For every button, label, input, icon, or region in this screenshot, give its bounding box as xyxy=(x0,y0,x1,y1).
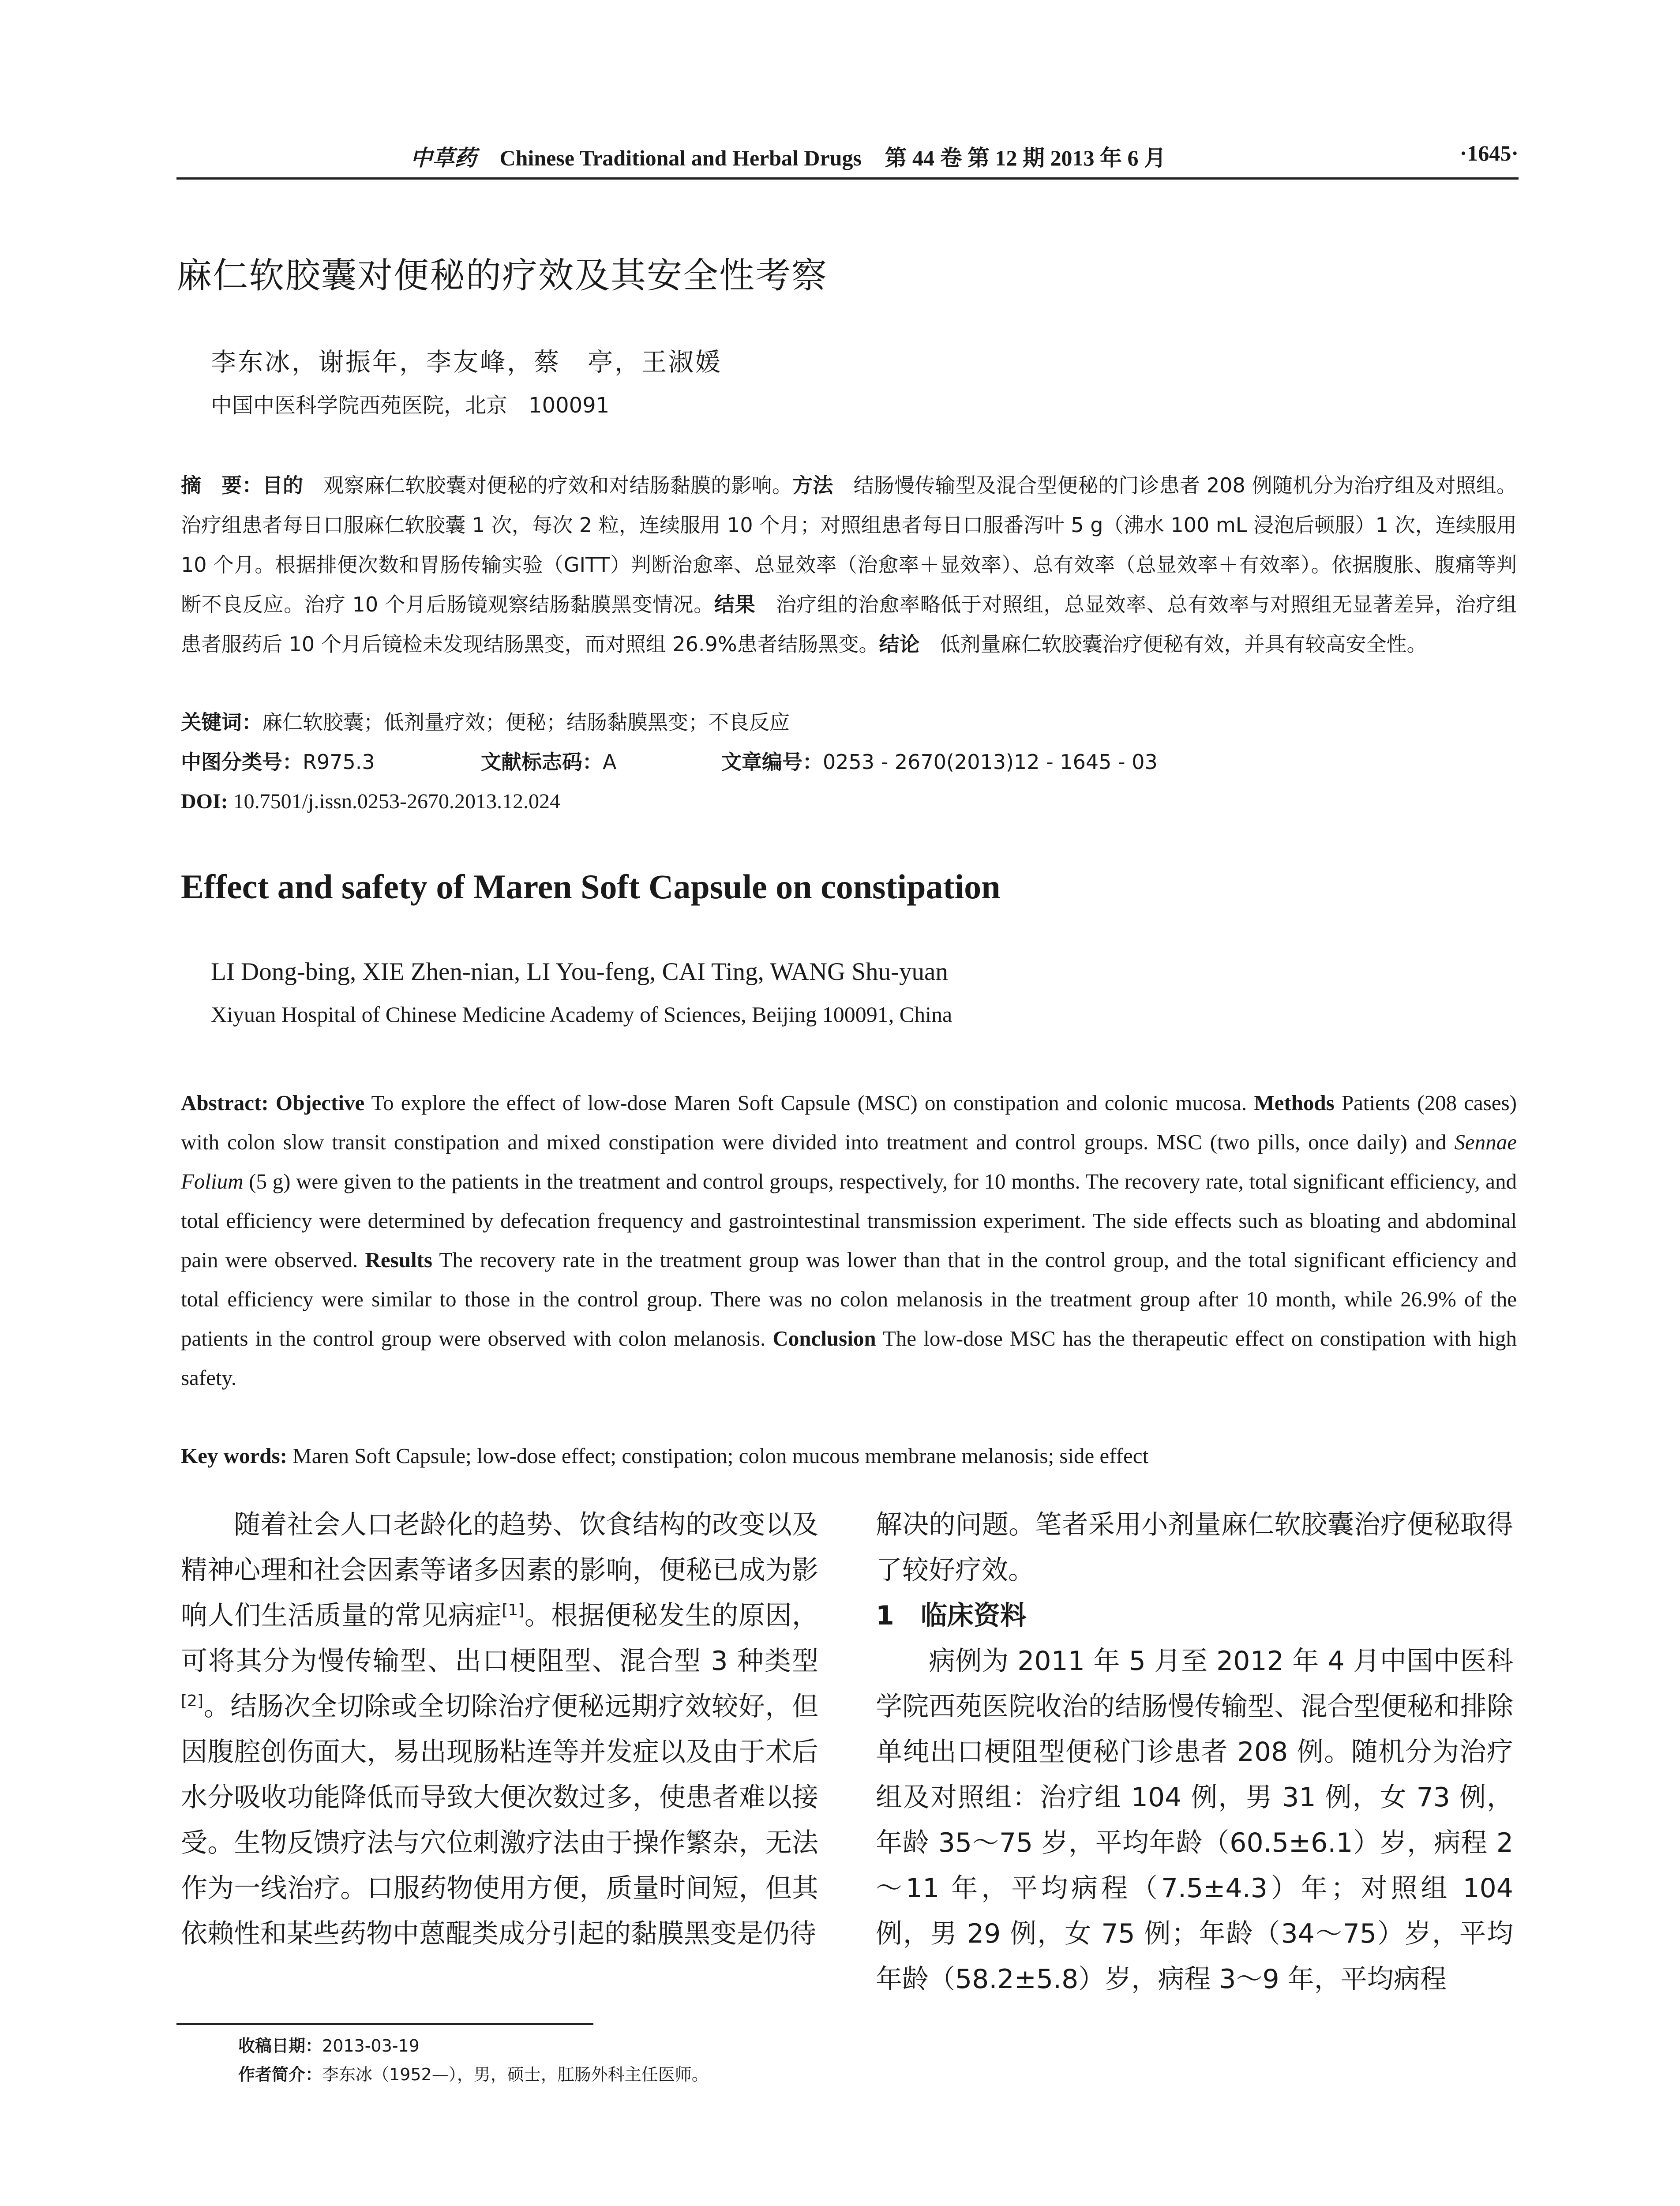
en-methods-a: Patients (208 cases) with colon slow transit constipation and mixed constipation were divided into treatment and control groups. MSC (two pills, once daily) and xyxy=(181,1091,1517,1154)
body-paragraph xyxy=(181,1502,818,1957)
en-abstract xyxy=(181,1083,1517,1397)
journal-name-cn: 中草药 xyxy=(410,145,476,171)
clc-item xyxy=(181,742,375,782)
body-paragraph: 病例为 2011 年 5 月至 2012 年 4 月中国中医科学院西苑医院收治的结肠慢传输型、混合型便秘和排除单纯出口梗阻型便秘门诊患者 208 例。随机分为治疗组及对照组：治疗组 104 例，男 31 例，女 73 例，年龄 35～75 岁，平均年龄（60.5±6.1）岁，病程 2～11 年，平均病程（7.5±4.3）年；对照组 104 例，男 29 例，女 75 例；年龄（34～75）岁，平均年龄（58.2±5.8）岁，病程 3～9 年，平均病程 xyxy=(876,1646,1513,1995)
cn-conclusion-label: 结论 xyxy=(879,632,920,656)
page-number: ·1645· xyxy=(1459,141,1519,165)
cn-keywords xyxy=(181,702,1517,742)
en-conclusion-label: Conclusion xyxy=(772,1326,876,1351)
en-objective-label: Objective xyxy=(275,1091,365,1115)
body-text: 随着社会人口老龄化的趋势、饮食结构的改变以及精神心理和社会因素等诸多因素的影响，便秘已成为影响人们生活质量的常见病症 xyxy=(181,1509,818,1631)
cn-keywords-label: 关键词： xyxy=(181,710,262,734)
cn-authors: 李东冰，谢振年，李友峰，蔡 亭，王淑媛 xyxy=(211,348,722,377)
en-methods-b: (5 g) were given to the patients in the treatment and control groups, respectively, for 10 months. The recovery rate, total significant efficiency, and total efficiency were determined by defecation frequency and gastrointestinal transmission experiment. The side effects such as bloating and abdominal pain were observed. xyxy=(181,1169,1517,1272)
cn-objective: 观察麻仁软胶囊对便秘的疗效和对结肠黏膜的影响。 xyxy=(303,473,793,497)
en-title: Effect and safety of Maren Soft Capsule on constipation xyxy=(181,867,1001,906)
clc-value: R975.3 xyxy=(303,750,375,774)
en-abstract-label: Abstract: xyxy=(181,1091,276,1115)
cn-results-label: 结果 xyxy=(714,593,756,616)
footnote-rule xyxy=(176,2023,593,2025)
issue-info: 第 44 卷 第 12 期 2013 年 6 月 xyxy=(885,146,1166,170)
cn-classification-line xyxy=(181,742,1517,782)
author-bio xyxy=(238,2060,709,2089)
en-affiliation: Xiyuan Hospital of Chinese Medicine Academy of Sciences, Beijing 100091, China xyxy=(211,1002,952,1027)
journal-name xyxy=(410,140,1166,172)
cn-conclusion: 低剂量麻仁软胶囊治疗便秘有效，并具有较高安全性。 xyxy=(919,632,1427,656)
doc-code-label: 文献标志码： xyxy=(481,750,603,774)
received-date xyxy=(238,2032,709,2060)
en-objective: To explore the effect of low-dose Maren Soft Capsule (MSC) on constipation and colonic mucosa. xyxy=(364,1091,1254,1115)
body-paragraph: 解决的问题。笔者采用小剂量麻仁软胶囊治疗便秘取得了较好疗效。 xyxy=(876,1509,1513,1586)
received-value: 2013-03-19 xyxy=(322,2036,420,2056)
author-bio-label: 作者简介： xyxy=(238,2065,322,2084)
author-bio-value: 李东冰（1952—），男，硕士，肛肠外科主任医师。 xyxy=(322,2065,709,2084)
running-header xyxy=(176,140,1519,176)
citation-ref-2[interactable]: [2] xyxy=(181,1692,203,1710)
body-text: 。结肠次全切除或全切除治疗便秘远期疗效较好，但因腹腔创伤面大，易出现肠粘连等并发症以及由于术后水分吸收功能降低而导致大便次数过多，使患者难以接受。生物反馈疗法与穴位刺激疗法由于操作繁杂，无法作为一线治疗。口服药物使用方便，质量时间短，但其依赖性和某些药物中蒽醌类成分引起的黏膜黑变是仍待 xyxy=(181,1691,818,1949)
citation-ref-1[interactable]: [1] xyxy=(502,1601,525,1619)
cn-keywords-text: 麻仁软胶囊；低剂量疗效；便秘；结肠黏膜黑变；不良反应 xyxy=(262,710,790,734)
body-column-right xyxy=(876,1502,1513,2002)
body-column-left xyxy=(181,1502,818,1957)
article-no-label: 文章编号： xyxy=(721,750,823,774)
doi-label: DOI: xyxy=(181,790,228,813)
received-label: 收稿日期： xyxy=(238,2036,322,2056)
cn-methods: 结肠慢传输型及混合型便秘的门诊患者 208 例随机分为治疗组及对照组。治疗组患者每日口服麻仁软胶囊 1 次，每次 2 粒，连续服用 10 个月；对照组患者每日口服番泻叶 5 g（沸水 100 mL 浸泡后顿服）1 次，连续服用 10 个月。根据排便次数和胃肠传输实验（GITT）判断治愈率、总显效率（治愈率＋显效率）、总有效率（总显效率＋有效率）。依据腹胀、腹痛等判断不良反应。治疗 10 个月后肠镜观察结肠黏膜黑变情况。 xyxy=(181,473,1517,616)
en-methods-label: Methods xyxy=(1254,1091,1335,1115)
article-no-item xyxy=(721,742,1158,782)
cn-objective-label: 目的 xyxy=(262,473,304,497)
en-authors: LI Dong-bing, XIE Zhen-nian, LI You-feng, CAI Ting, WANG Shu-yuan xyxy=(211,958,948,986)
doc-code-item xyxy=(481,742,616,782)
section-heading: 1 临床资料 xyxy=(876,1600,1027,1631)
article-no-value: 0253 - 2670(2013)12 - 1645 - 03 xyxy=(823,750,1158,774)
cn-affiliation: 中国中医科学院西苑医院，北京 100091 xyxy=(211,393,610,418)
doi xyxy=(181,782,560,822)
doc-code-value: A xyxy=(603,750,617,774)
en-keywords-text: Maren Soft Capsule; low-dose effect; constipation; colon mucous membrane melanosis; side effect xyxy=(292,1444,1149,1468)
en-keywords-label: Key words: xyxy=(181,1444,293,1468)
cn-title: 麻仁软胶囊对便秘的疗效及其安全性考察 xyxy=(176,255,828,296)
clc-label: 中图分类号： xyxy=(181,750,303,774)
footnotes xyxy=(238,2032,709,2089)
en-results: The recovery rate in the treatment group was lower than that in the control group, and the total significant efficiency and total efficiency were similar to those in the control group. There was no colon melanosis in the treatment group after 10 month, while 26.9% of the patients in the control group were observed with colon melanosis. xyxy=(181,1248,1517,1351)
cn-abstract xyxy=(181,465,1517,664)
en-results-label: Results xyxy=(365,1248,432,1272)
cn-abstract-label: 摘 要： xyxy=(181,473,262,497)
en-keywords xyxy=(181,1436,1148,1475)
cn-results: 治疗组的治愈率略低于对照组，总显效率、总有效率与对照组无显著差异，治疗组患者服药后 10 个月后镜检未发现结肠黑变，而对照组 26.9%患者结肠黑变。 xyxy=(181,593,1517,656)
header-rule xyxy=(176,177,1519,180)
body-text: 。根据便秘发生的原因，可将其分为慢传输型、出口梗阻型、混合型 3 种类型 xyxy=(181,1600,819,1677)
doi-value: 10.7501/j.issn.0253-2670.2013.12.024 xyxy=(228,790,561,813)
journal-name-en: Chinese Traditional and Herbal Drugs xyxy=(499,146,862,170)
cn-methods-label: 方法 xyxy=(792,473,833,497)
en-conclusion: The low-dose MSC has the therapeutic effect on constipation with high safety. xyxy=(181,1326,1517,1390)
en-methods-italic: Sennae Folium xyxy=(181,1130,1517,1193)
